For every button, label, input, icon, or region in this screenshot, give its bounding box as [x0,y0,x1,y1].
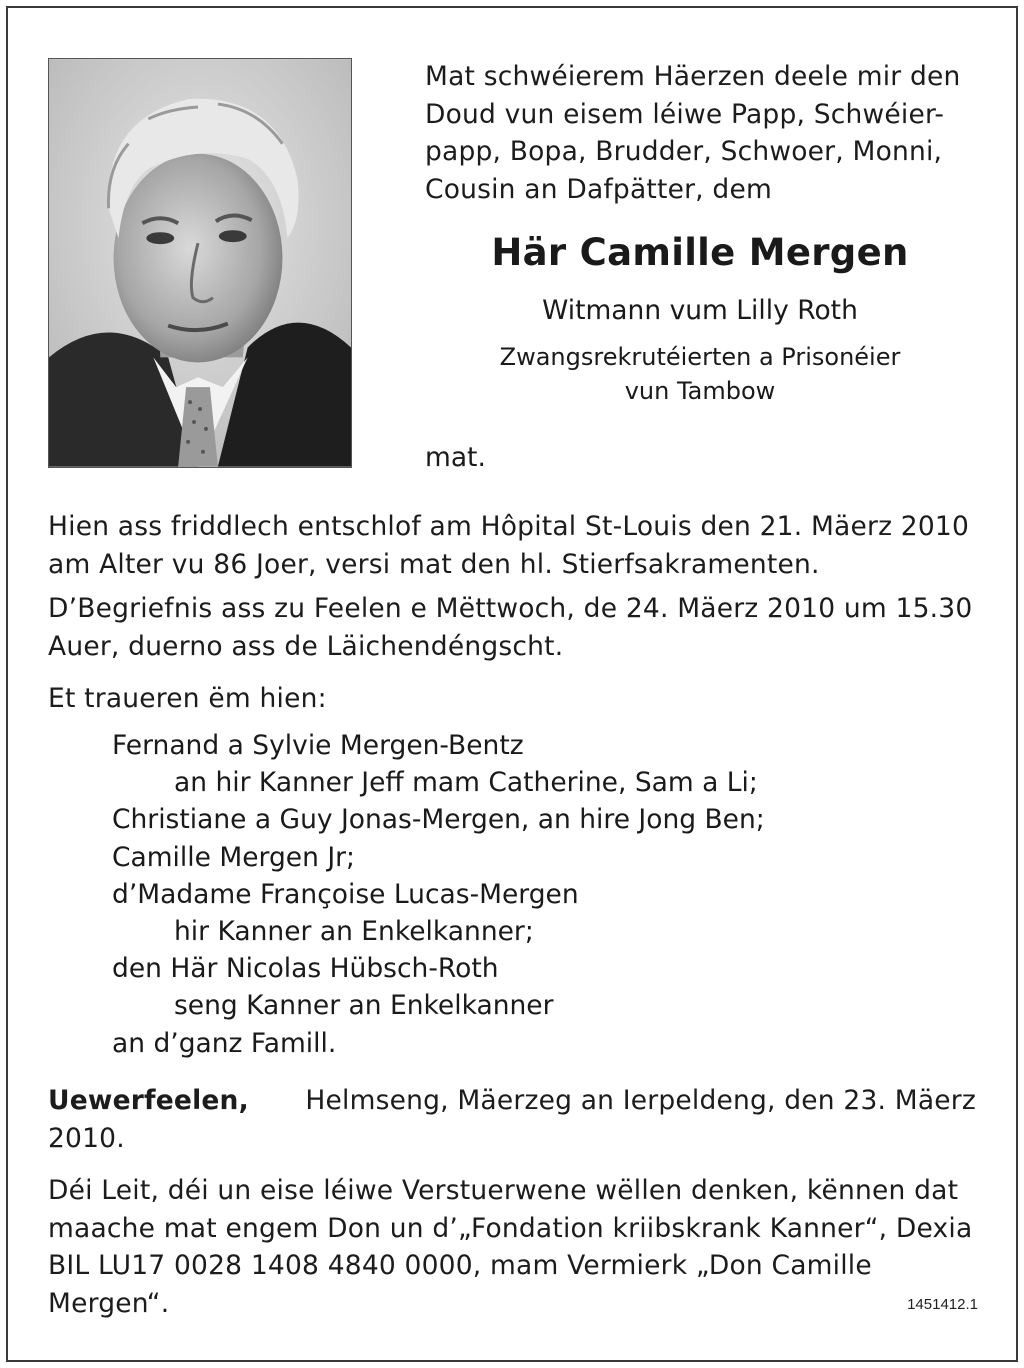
pow-line: Zwangsrekrutéierten a Prisonéier [499,343,901,371]
mourner-line: an d’ganz Famill. [112,1027,337,1059]
portrait-photo [48,58,352,468]
mourner-line: Camille Mergen Jr; [112,841,355,873]
mourner-line: hir Kanner an Enkelkanner; [174,916,534,948]
mourner-line: seng Kanner an Enkelkanner [174,990,554,1022]
place-date-paragraph [48,1082,976,1157]
donation-line [48,1172,976,1210]
donation-text: maache mat engem Don un d’„Fondation kriibskrank Kanner“, Dexia [48,1212,973,1244]
mourners-heading: Et traueren ëm hien: [48,683,327,714]
place-year: 2010. [48,1122,125,1154]
place-rest: Helmseng, Mäerzeg an Ierpeldeng, den 23. Mäerz [305,1085,976,1116]
intro-line: papp, Bopa, Brudder, Schwoer, Monni, [425,136,943,167]
mourner-line: an hir Kanner Jeff mam Catherine, Sam a Li; [174,767,758,799]
deceased-name: Här Camille Mergen [491,231,909,274]
mourner-line: d’Madame Françoise Lucas-Mergen [112,878,579,910]
place-line [48,1082,976,1120]
death-paragraph [48,508,976,583]
donation-text: Déi Leit, déi un eise léiwe Verstuerwene wëllen denken, kënnen dat [48,1175,959,1206]
intro-line: Doud vun eisem léiwe Papp, Schwéier- [425,98,945,130]
funeral-line: D’Begriefnis ass zu Feelen e Mëttwoch, de 24. Mäerz 2010 um 15.30 [48,593,973,624]
pow-line: vun Tambow [624,377,776,405]
funeral-line: Auer, duerno ass de Läichendéngscht. [48,630,564,662]
reference-number: 1451412.1 [907,1296,978,1313]
donation-line [48,1247,976,1285]
mourner-line: den Här Nicolas Hübsch-Roth [112,953,499,985]
funeral-paragraph [48,590,976,665]
place-bold: Uewerfeelen, [48,1085,249,1116]
widower-line: Witmann vum Lilly Roth [542,295,858,326]
pow-note [425,340,975,408]
mourner-line: Christiane a Guy Jonas-Mergen, an hire Jong Ben; [112,804,765,836]
donation-paragraph [48,1172,976,1322]
death-line: am Alter vu 86 Joer, versi mat den hl. Stierfsakramenten. [48,548,820,580]
donation-line [48,1210,976,1248]
donation-text: BIL LU17 0028 1408 4840 0000, mam Vermierk „Don Camille [48,1250,872,1281]
donation-line: Mergen“. [48,1287,170,1319]
intro-line: Cousin an Dafpätter, dem [425,173,772,205]
death-line: Hien ass friddlech entschlof am Hôpital St-Louis den 21. Mäerz 2010 [48,511,970,542]
mourners-list [48,727,765,1062]
mourner-line: Fernand a Sylvie Mergen-Bentz [112,730,524,761]
mat-word: mat. [425,442,486,473]
intro-line: Mat schwéierem Häerzen deele mir den [425,61,961,92]
intro-paragraph [425,58,980,208]
